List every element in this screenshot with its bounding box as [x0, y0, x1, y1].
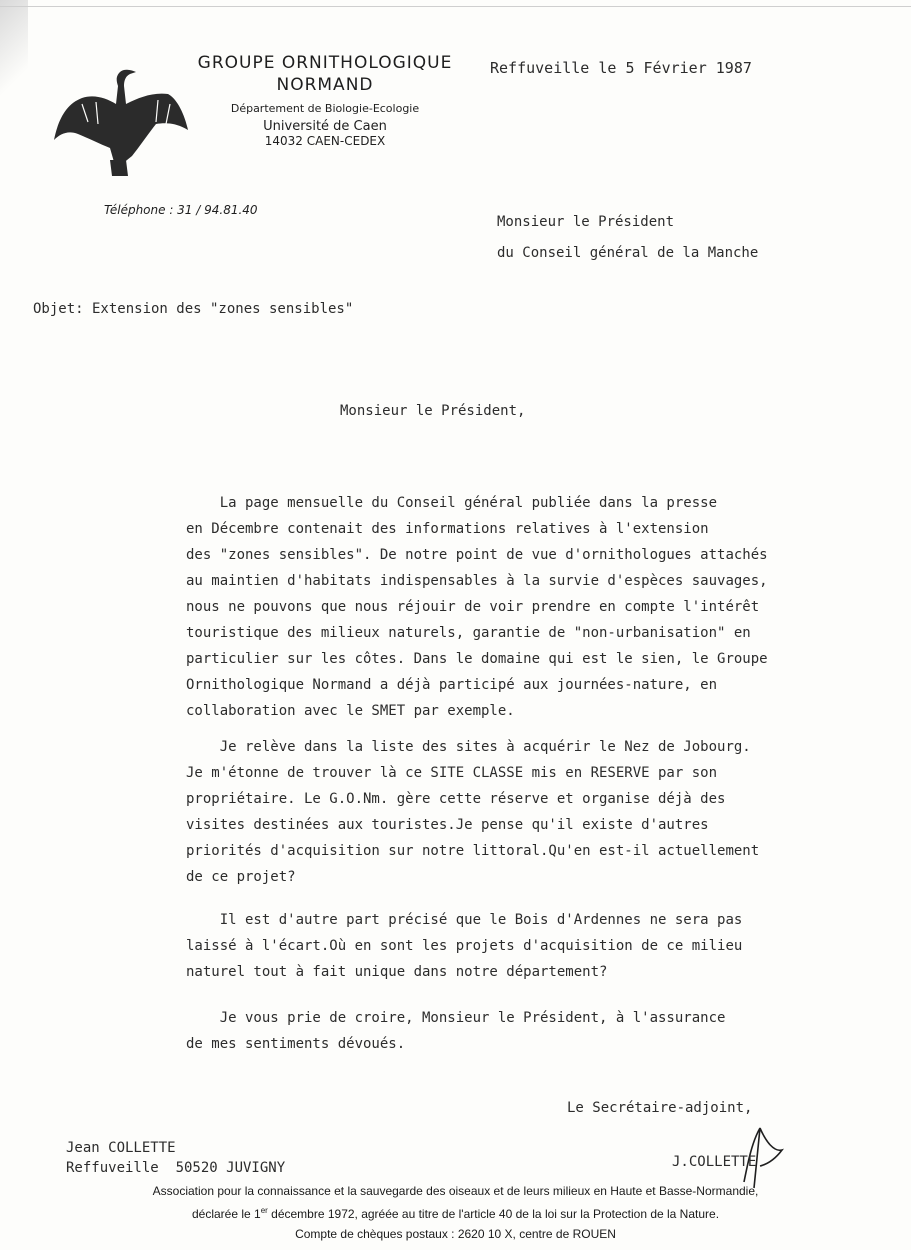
- paragraph-line: Je relève dans la liste des sites à acquérir le Nez de Jobourg.: [186, 739, 751, 755]
- footer-line2-post: décembre 1972, agréée au titre de l'article 40 de la loi sur la Protection de la Nature.: [267, 1207, 720, 1221]
- paragraph-line: visites destinées aux touristes.Je pense qu'il existe d'autres: [186, 817, 709, 833]
- paragraph-line: priorités d'acquisition sur notre littoral.Qu'en est-il actuellement: [186, 843, 760, 859]
- paragraph-line: en Décembre contenait des informations relatives à l'extension: [186, 521, 709, 537]
- paragraph-line: laissé à l'écart.Où en sont les projets d'acquisition de ce milieu: [186, 938, 743, 954]
- paragraph-line: propriétaire. Le G.O.Nm. gère cette réserve et organise déjà des: [186, 791, 726, 807]
- closing-title: Le Secrétaire-adjoint,: [567, 1100, 753, 1116]
- paragraph-line: La page mensuelle du Conseil général publiée dans la presse: [186, 495, 718, 511]
- paragraph-3: [186, 907, 866, 985]
- paragraph-1: [186, 490, 866, 724]
- paragraph-4: [186, 1005, 866, 1057]
- date-line: Reffuveille le 5 Février 1987: [490, 59, 752, 77]
- footer-line3: Compte de chèques postaux : 2620 10 X, centre de ROUEN: [295, 1227, 616, 1241]
- org-telephone: Téléphone : 31 / 94.81.40: [104, 203, 258, 217]
- paragraph-line: collaboration avec le SMET par exemple.: [186, 703, 515, 719]
- subject-line: Objet: Extension des "zones sensibles": [33, 301, 354, 317]
- cormorant-logo-icon: [52, 64, 190, 176]
- paragraph-line: de mes sentiments dévoués.: [186, 1036, 406, 1052]
- page-fold-shadow: [0, 0, 28, 110]
- paragraph-2: [186, 734, 866, 890]
- sender-name: Jean COLLETTE: [66, 1140, 176, 1156]
- org-address: 14032 CAEN-CEDEX: [264, 134, 386, 148]
- paragraph-line: touristique des milieux naturels, garantie de "non-urbanisation" en: [186, 625, 751, 641]
- paragraph-line: Ornithologique Normand a déjà participé aux journées-nature, en: [186, 677, 718, 693]
- sender-address: Reffuveille 50520 JUVIGNY: [66, 1160, 286, 1176]
- recipient-line1: Monsieur le Président: [497, 214, 675, 230]
- footer-line2-pre: déclarée le 1: [191, 1207, 261, 1221]
- recipient-line2: du Conseil général de la Manche: [497, 245, 759, 261]
- org-department: Département de Biologie-Ecologie: [230, 102, 420, 115]
- paragraph-line: Il est d'autre part précisé que le Bois d'Ardennes ne sera pas: [186, 912, 743, 928]
- paragraph-line: des "zones sensibles". De notre point de vue d'ornithologues attachés: [186, 547, 768, 563]
- footer-line2-sup: er: [260, 1206, 268, 1215]
- signature-name: J.COLLETTE: [672, 1154, 757, 1170]
- paragraph-line: Je m'étonne de trouver là ce SITE CLASSE mis en RESERVE par son: [186, 765, 718, 781]
- paragraph-line: Je vous prie de croire, Monsieur le Président, à l'assurance: [186, 1010, 726, 1026]
- paragraph-line: au maintien d'habitats indispensables à la survie d'espèces sauvages,: [186, 573, 768, 589]
- letterhead: [180, 52, 470, 148]
- footer-line2: [0, 1206, 911, 1221]
- page-top-edge: [0, 6, 911, 7]
- salutation: Monsieur le Président,: [340, 403, 526, 419]
- org-name-line2: NORMAND: [276, 75, 374, 95]
- paragraph-line: naturel tout à fait unique dans notre département?: [186, 964, 608, 980]
- paragraph-line: nous ne pouvons que nous réjouir de voir prendre en compte l'intérêt: [186, 599, 760, 615]
- footer-line1: Association pour la connaissance et la sauvegarde des oiseaux et de leurs milieux en Haute et Basse-Normandie,: [152, 1184, 759, 1198]
- paragraph-line: de ce projet?: [186, 869, 296, 885]
- org-university: Université de Caen: [263, 119, 387, 134]
- paragraph-line: particulier sur les côtes. Dans le domaine qui est le sien, le Groupe: [186, 651, 768, 667]
- org-name-line1: GROUPE ORNITHOLOGIQUE: [197, 53, 453, 73]
